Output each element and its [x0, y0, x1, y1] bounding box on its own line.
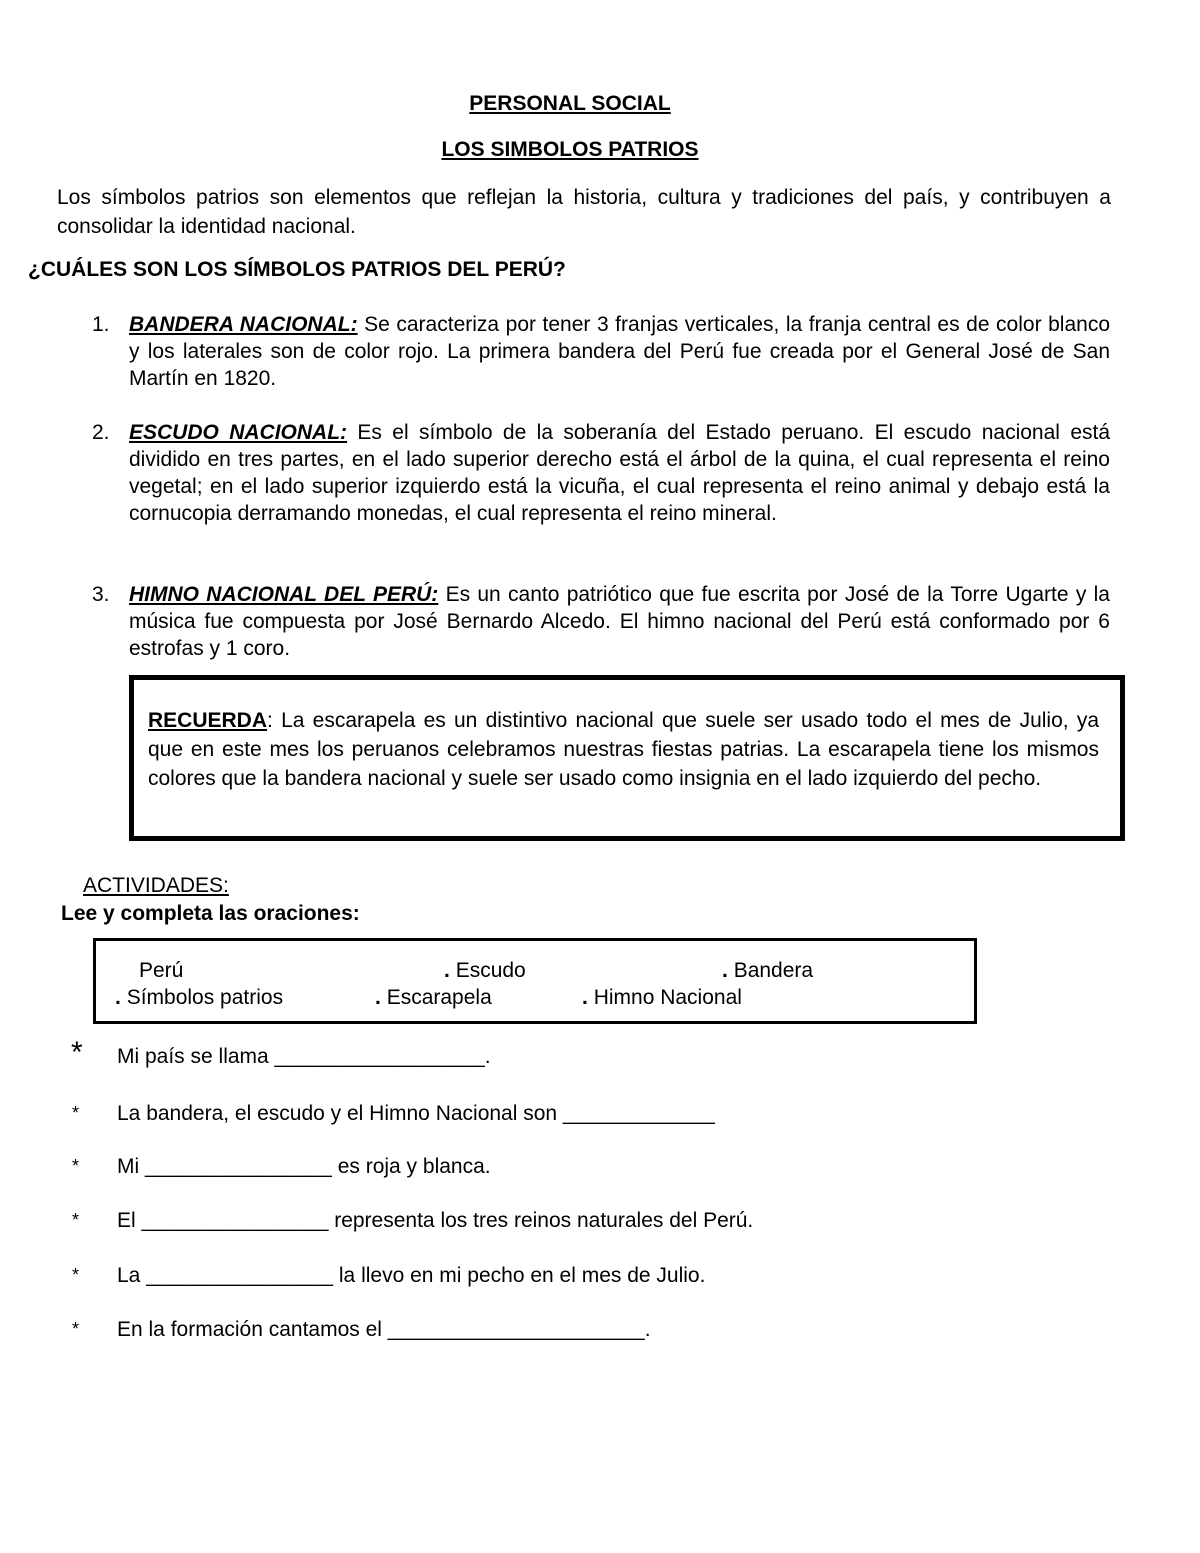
section-question: ¿CUÁLES SON LOS SÍMBOLOS PATRIOS DEL PERÚ?	[28, 258, 566, 281]
sentence-item: En la formación cantamos el ______________________.	[117, 1318, 651, 1341]
subject-title: PERSONAL SOCIAL	[469, 92, 671, 115]
list-item-bandera	[92, 311, 1110, 392]
word-bank	[93, 938, 977, 1024]
recuerda-text: : La escarapela es un distintivo nacional que suele ser usado todo el mes de Julio, ya que en este mes los peruanos celebramos nuestras fiestas patrias. La escarapela tiene los mismos colores que la bandera nacional y suele ser usado como insignia en el lado izquierdo del pecho.	[148, 709, 1099, 790]
asterisk-bullet: *	[72, 1319, 80, 1339]
intro-paragraph: Los símbolos patrios son elementos que reflejan la historia, cultura y tradiciones del país, y contribuyen a consolidar la identidad nacional.	[57, 186, 1111, 238]
asterisk-bullet: *	[72, 1103, 80, 1123]
list-number: 1.	[92, 313, 110, 336]
asterisk-bullet: *	[72, 1265, 80, 1285]
word-bank-item: Perú	[139, 959, 184, 982]
activities-instruction: Lee y completa las oraciones:	[61, 902, 360, 925]
sentence-item: Mi ________________ es roja y blanca.	[117, 1155, 491, 1178]
sentence-item: La ________________ la llevo en mi pecho en el mes de Julio.	[117, 1264, 706, 1287]
word-bank-item: . Escudo	[444, 959, 526, 982]
word-bank-item: . Bandera	[722, 959, 814, 982]
item-term: BANDERA NACIONAL:	[129, 313, 358, 336]
list-item-himno	[92, 581, 1110, 662]
list-number: 3.	[92, 583, 110, 606]
recuerda-paragraph	[148, 706, 1099, 793]
asterisk-bullet: *	[72, 1210, 80, 1230]
item-description: Se caracteriza por tener 3 franjas verticales, la franja central es de color blanco y los laterales son de color rojo. La primera bandera del Perú fue creada por el General José de San Martín en 1820.	[129, 313, 1110, 390]
item-term: ESCUDO NACIONAL:	[129, 421, 348, 444]
sentence-item: Mi país se llama __________________.	[117, 1045, 491, 1068]
activities-title: ACTIVIDADES:	[83, 874, 229, 897]
recuerda-label: RECUERDA	[148, 709, 268, 732]
list-number: 2.	[92, 421, 110, 444]
recuerda-box	[129, 675, 1125, 841]
asterisk-bullet: *	[72, 1156, 80, 1176]
topic-title: LOS SIMBOLOS PATRIOS	[441, 138, 699, 161]
item-description: Es el símbolo de la soberanía del Estado peruano. El escudo nacional está dividido en tres partes, en el lado superior derecho está el árbol de la quina, el cual representa el reino vegetal; en el lado superior izquierdo está la vicuña, el cual representa el reino animal y debajo está la cornucopia derramando monedas, el cual representa el reino mineral.	[129, 421, 1111, 525]
item-term: HIMNO NACIONAL DEL PERÚ:	[129, 583, 439, 606]
list-item-escudo	[92, 419, 1111, 527]
sentence-item: La bandera, el escudo y el Himno Nacional son _____________	[117, 1102, 715, 1125]
word-bank-item: . Himno Nacional	[582, 986, 742, 1009]
word-bank-item: . Símbolos patrios	[115, 986, 284, 1009]
sentence-item: El ________________ representa los tres reinos naturales del Perú.	[117, 1209, 754, 1232]
word-bank-item: . Escarapela	[375, 986, 492, 1009]
item-description: Es un canto patriótico que fue escrita por José de la Torre Ugarte y la música fue compuesta por José Bernardo Alcedo. El himno nacional del Perú está conformado por 6 estrofas y 1 coro.	[129, 583, 1110, 660]
asterisk-bullet: *	[71, 1036, 83, 1069]
